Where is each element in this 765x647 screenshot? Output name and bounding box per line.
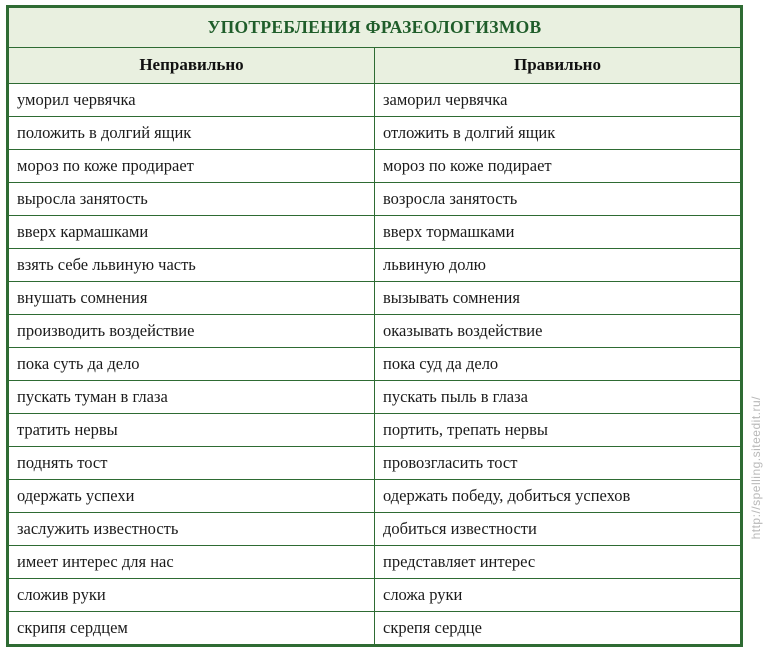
cell-wrong: одержать успехи [9,480,375,513]
cell-right: пока суд да дело [375,348,741,381]
cell-right: одержать победу, добиться успехов [375,480,741,513]
table-row [9,216,741,249]
cell-right: пускать пыль в глаза [375,381,741,414]
table-row [9,315,741,348]
cell-right: скрепя сердце [375,612,741,645]
table-row [9,117,741,150]
phraseology-table-container [6,5,743,647]
table-row [9,249,741,282]
cell-right: сложа руки [375,579,741,612]
cell-wrong: скрипя сердцем [9,612,375,645]
page-title: УПОТРЕБЛЕНИЯ ФРАЗЕОЛОГИЗМОВ [9,8,741,48]
table-row [9,348,741,381]
cell-wrong: выросла занятость [9,183,375,216]
cell-right: представляет интерес [375,546,741,579]
table-row [9,447,741,480]
cell-right: оказывать воздействие [375,315,741,348]
table-row [9,414,741,447]
table-row [9,282,741,315]
cell-wrong: имеет интерес для нас [9,546,375,579]
cell-right: вызывать сомнения [375,282,741,315]
watermark-url: http://spelling.siteedit.ru/ [749,395,763,539]
table-row [9,480,741,513]
table-header-row [9,48,741,84]
cell-wrong: пока суть да дело [9,348,375,381]
column-header-right: Правильно [375,48,741,84]
cell-right: провозгласить тост [375,447,741,480]
cell-right: мороз по коже подирает [375,150,741,183]
cell-wrong: производить воздействие [9,315,375,348]
cell-wrong: мороз по коже продирает [9,150,375,183]
table-row [9,513,741,546]
cell-right: львиную долю [375,249,741,282]
cell-wrong: поднять тост [9,447,375,480]
cell-wrong: взять себе львиную часть [9,249,375,282]
table-row [9,612,741,645]
table-row [9,84,741,117]
table-row [9,381,741,414]
cell-right: портить, трепать нервы [375,414,741,447]
cell-wrong: положить в долгий ящик [9,117,375,150]
cell-wrong: уморил червячка [9,84,375,117]
cell-right: отложить в долгий ящик [375,117,741,150]
table-row [9,579,741,612]
cell-right: добиться известности [375,513,741,546]
table-row [9,183,741,216]
table-title-row [9,8,741,48]
cell-right: заморил червячка [375,84,741,117]
cell-wrong: пускать туман в глаза [9,381,375,414]
cell-right: вверх тормашками [375,216,741,249]
cell-wrong: тратить нервы [9,414,375,447]
cell-wrong: внушать сомнения [9,282,375,315]
table-body [9,8,741,645]
cell-wrong: заслужить известность [9,513,375,546]
cell-right: возросла занятость [375,183,741,216]
phraseology-table [8,7,741,645]
table-row [9,150,741,183]
column-header-wrong: Неправильно [9,48,375,84]
table-row [9,546,741,579]
cell-wrong: вверх кармашками [9,216,375,249]
cell-wrong: сложив руки [9,579,375,612]
